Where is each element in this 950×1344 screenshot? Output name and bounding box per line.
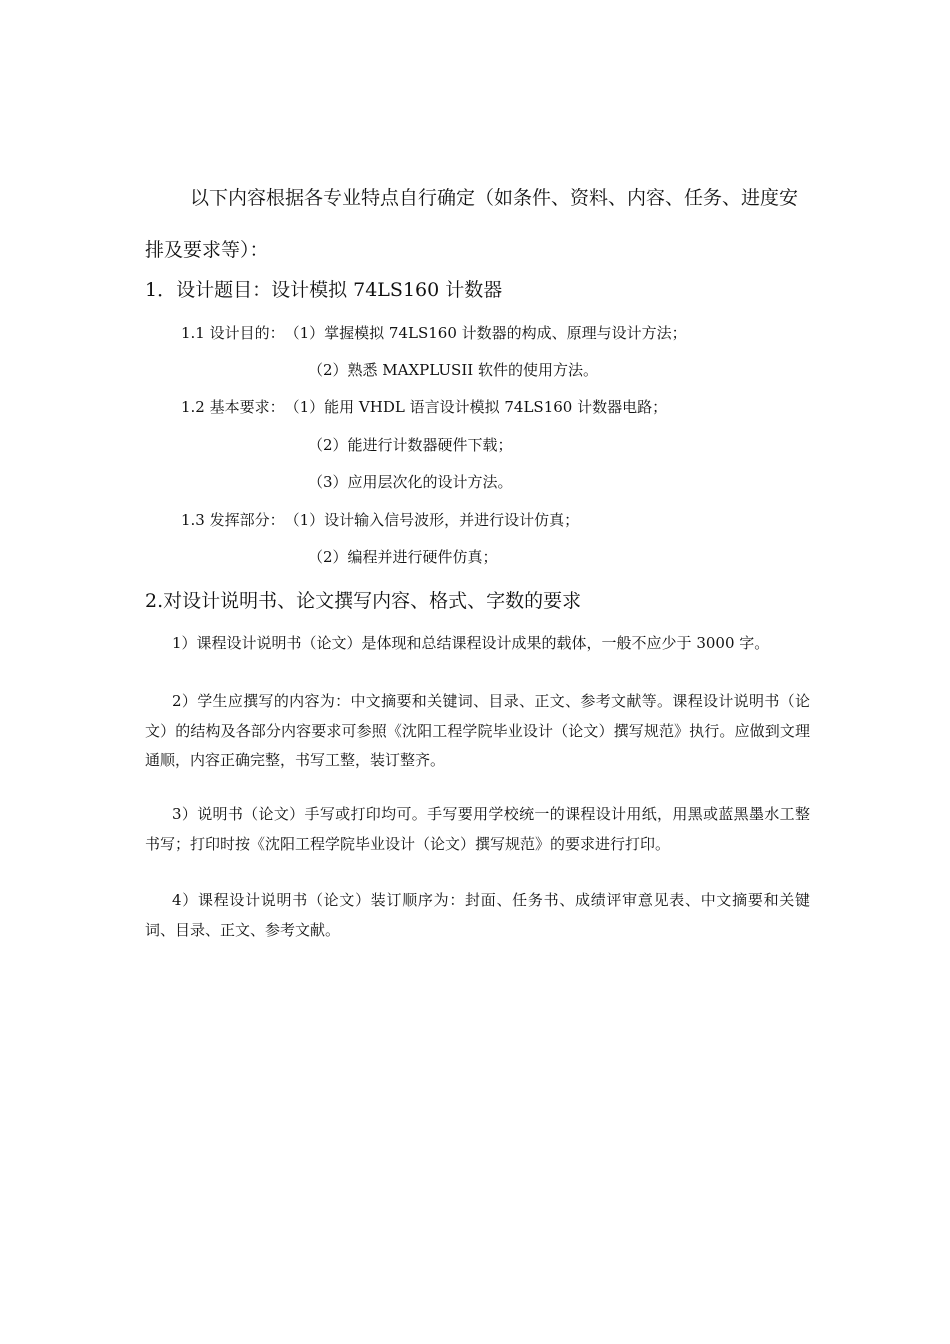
intro-paragraph: 以下内容根据各专业特点自行确定（如条件、资料、内容、任务、进度安排及要求等）：	[145, 187, 799, 261]
extend-row-2	[308, 545, 498, 569]
design-goal-item-1: （1）掌握模拟 74LS160 计数器的构成、原理与设计方法；	[284, 324, 687, 342]
extend-row-1	[181, 508, 579, 532]
design-goal-label: 1.1 设计目的：	[181, 324, 285, 342]
basic-req-row-3	[308, 470, 513, 494]
basic-req-label: 1.2 基本要求：	[181, 398, 285, 416]
basic-req-item-3: （3）应用层次化的设计方法。	[308, 473, 513, 491]
extend-item-2: （2）编程并进行硬件仿真；	[308, 548, 498, 566]
extend-item-1: （1）设计输入信号波形，并进行设计仿真；	[284, 511, 580, 529]
writing-requirements-heading: 2.对设计说明书、论文撰写内容、格式、字数的要求	[145, 590, 582, 612]
basic-req-item-2: （2）能进行计数器硬件下载；	[308, 436, 513, 454]
requirement-paragraph-3: 3）说明书（论文）手写或打印均可。手写要用学校统一的课程设计用纸，用黑或蓝黑墨水工整书写；打印时按《沈阳工程学院毕业设计（论文）撰写规范》的要求进行打印。	[145, 805, 810, 853]
design-goal-row-2	[308, 358, 598, 382]
requirement-paragraph-1: 1）课程设计说明书（论文）是体现和总结课程设计成果的载体，一般不应少于 3000 字。	[172, 634, 770, 652]
basic-req-item-1: （1）能用 VHDL 语言设计模拟 74LS160 计数器电路；	[284, 398, 668, 416]
design-topic-heading: 1．设计题目：设计模拟 74LS160 计数器	[145, 279, 503, 301]
extend-label: 1.3 发挥部分：	[181, 511, 285, 529]
basic-req-row-2	[308, 433, 513, 457]
requirement-paragraph-2: 2）学生应撰写的内容为：中文摘要和关键词、目录、正文、参考文献等。课程设计说明书（论文）的结构及各部分内容要求可参照《沈阳工程学院毕业设计（论文）撰写规范》执行。应做到文理通顺，内容正确完整，书写工整，装订整齐。	[145, 692, 810, 769]
design-goal-item-2: （2）熟悉 MAXPLUSII 软件的使用方法。	[308, 361, 598, 379]
design-goal-row-1	[181, 321, 687, 345]
basic-req-row-1	[181, 395, 667, 419]
requirement-paragraph-4: 4）课程设计说明书（论文）装订顺序为：封面、任务书、成绩评审意见表、中文摘要和关键词、目录、正文、参考文献。	[145, 891, 810, 939]
